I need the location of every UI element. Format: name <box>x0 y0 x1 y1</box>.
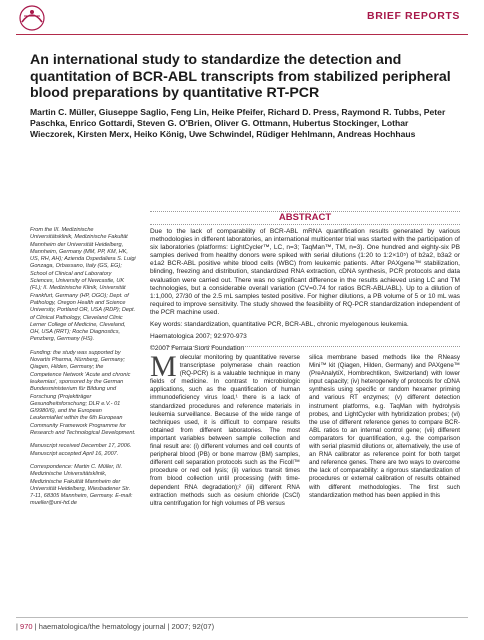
journal-logo-icon <box>16 2 48 34</box>
drop-cap: M <box>150 350 177 383</box>
page-footer: | 970 | haematologica/the hematology journal | 2007; 92(07) <box>16 617 468 631</box>
journal-citation: haematologica/the hematology journal | 2007; 92(07) <box>38 622 215 631</box>
copyright: ©2007 Ferrata Storti Foundation <box>150 345 244 353</box>
article-title: An international study to standardize the detection and quantitation of BCR-ABL transcripts from stabilized peripheral blood preparations by quantitative RT-PCR <box>30 52 451 101</box>
abstract-divider <box>150 346 460 347</box>
correspondence: Correspondence: Martin C. Müller, III. Medizinische Universitätsklinik, Medizinische Fakultät Mannheim der Universität Heidelberg, Wiesbadener Str. 7-11, 68305 Mannheim, Germany. E-mail: mueller@uni-hd.de <box>30 463 133 507</box>
funding-note: Funding: the study was supported by Novartis Pharma, Nürnberg, Germany; Qiagen, Hilden, Germany; the Competence Network 'Acute and chronic leukemias', sponsored by the German Bundesministerium für Bildung und Forschung (Projektträger Gesundheitsforschung; DLR e.V.- 01 GI9980/6), and the European LeukemiaNet within the 6th European Community Framework Programme for Research and Technological Development. <box>30 349 136 437</box>
manuscript-dates <box>30 443 136 458</box>
author-list: Martin C. Müller, Giuseppe Saglio, Feng Lin, Heike Pfeifer, Richard D. Press, Raymond R. Tubbs, Peter Paschka, Enrico Gottardi, Steven G. O'Brien, Oliver G. Ottmann, Hubertus Stockinger, Lothar Wieczorek, Kirsten Merx, Heiko König, Uwe Schwindel, Rüdiger Hehlmann, Andreas Hochhaus <box>30 107 446 139</box>
keywords: Key words: standardization, quantitative PCR, BCR-ABL, chronic myelogenous leukemia. <box>150 321 409 329</box>
received-date: Manuscript received December 17, 2006. <box>30 443 132 450</box>
abstract-text: Due to the lack of comparability of BCR-ABL mRNA quantification results generated by various methodologies in different laboratories, an international multicenter trial was started with the participation of six laboratories (platforms: LightCycler™, LC, n=3; TaqMan™, TM, n=3). One hundred and eighty-six PB samples derived from healthy donors were spiked with serial dilutions (1:20 to 1:2×10⁵) of b2a2, b3a2 or e1a2 BCR-ABL positive white blood cells (WBC) from leukemic patients. After PAXgene™ stabilization, blinding, freezing and distribution, standardized RNA extraction, cDNA synthesis, PCR protocols and data evaluation were carried out. There was no significant difference in the results achieved using LC and TM technologies, but a considerable overall variation (CV=0.74 for ratios BCR-ABL/ABL). Up to a dilution of 1:1,000, 27/30 of the 2.5 mL samples tested positive. For higher dilutions, a PB volume of 5 or 10 mL was required to improve sensitivity. The study showed the feasibility of RQ-PCR standardization independent of the PCR machine used. <box>150 228 460 316</box>
abstract-heading: ABSTRACT <box>150 211 460 225</box>
footer-bar: | <box>16 622 21 631</box>
abstract-block <box>150 228 460 357</box>
affiliations: From the III. Medizinische Universitätsklinik, Medizinische Fakultät Mannheim der Universität Heidelberg, Mannheim, Germany (MM, PP, KM, HK, US, RH, AH); Azienda Ospedaliera S. Luigi Gonzaga, Orbassano, Italy (GS, EG); School of Clinical and Laboratory Sciences, University of Newcastle, UK (FL); II. Medizinische Klinik, Universität Frankfurt, Germany (HP, OGO); Dept. of Pathology, Oregon Health and Science University, Portland OR, USA (RDP); Dept. of Clinical Pathology, Cleveland Clinic Lerner College of Medicine, Cleveland, OH, USA (RRT); Roche Diagnostics, Penzberg, Germany (HS). <box>30 227 136 343</box>
section-label: BRIEF REPORTS <box>367 10 460 22</box>
citation: Haematologica 2007; 92:970-973 <box>150 333 247 341</box>
article-info-column <box>30 227 136 514</box>
accepted-date: Manuscript accepted April 16, 2007. <box>30 450 119 457</box>
body-column-2: silica membrane based methods like the RNeasy Mini™ kit (Qiagen, Hilden, Germany) and PAXgene™ (PreAnalytiX, Hombrechtikon, Switzerland) with lower input capacity; (iv) heterogeneity of protocols for cDNA synthesis using specific or random hexamer priming and various RT enzymes; (v) different detection instrument platforms, e.g. TaqMan with hydrolysis probes, and LightCycler with hybridization probes; (vi) the use of different reference genes to compare BCR-ABL ratios to an internal control gene; (vii) different comparators for quantification, e.g. the comparison with serial plasmid dilutions or, alternatively, the use of an RNA calibrator as reference point for both target and reference genes. There are two ways to overcome the lack of comparability: a rigorous standardization of procedures or external calibration of results obtained with different methodologies. The first such standardization method has been applied in this <box>309 354 460 499</box>
body-text-1: olecular monitoring by quantitative reverse transcriptase polymerase chain reaction (RQ-PCR) is a valuable technique in many fields of medicine. In contrast to microbiologic applications, such as the quantification of human immunodeficiency virus load,¹ there is a lack of standardized procedures and reference materials in leukemia surveillance. Because of the wide range of techniques used, it is difficult to compare results obtained from different laboratories. The most important variables between sample collection and final result are: (i) different volumes and cell counts of peripheral blood (PB) or bone marrow (BM) samples, different cell separation protocols such as the Ficoll™ procedure or red cell lysis; (ii) various transit times from blood collection until processing (with time-dependent RNA degradation);² (iii) different RNA extraction methods such as cesium chloride (CsCl) ultra centrifugation for high volumes of PB versus <box>150 354 300 507</box>
journal-header <box>16 0 468 35</box>
page-number: 970 <box>20 622 33 631</box>
body-column-1 <box>150 350 300 508</box>
